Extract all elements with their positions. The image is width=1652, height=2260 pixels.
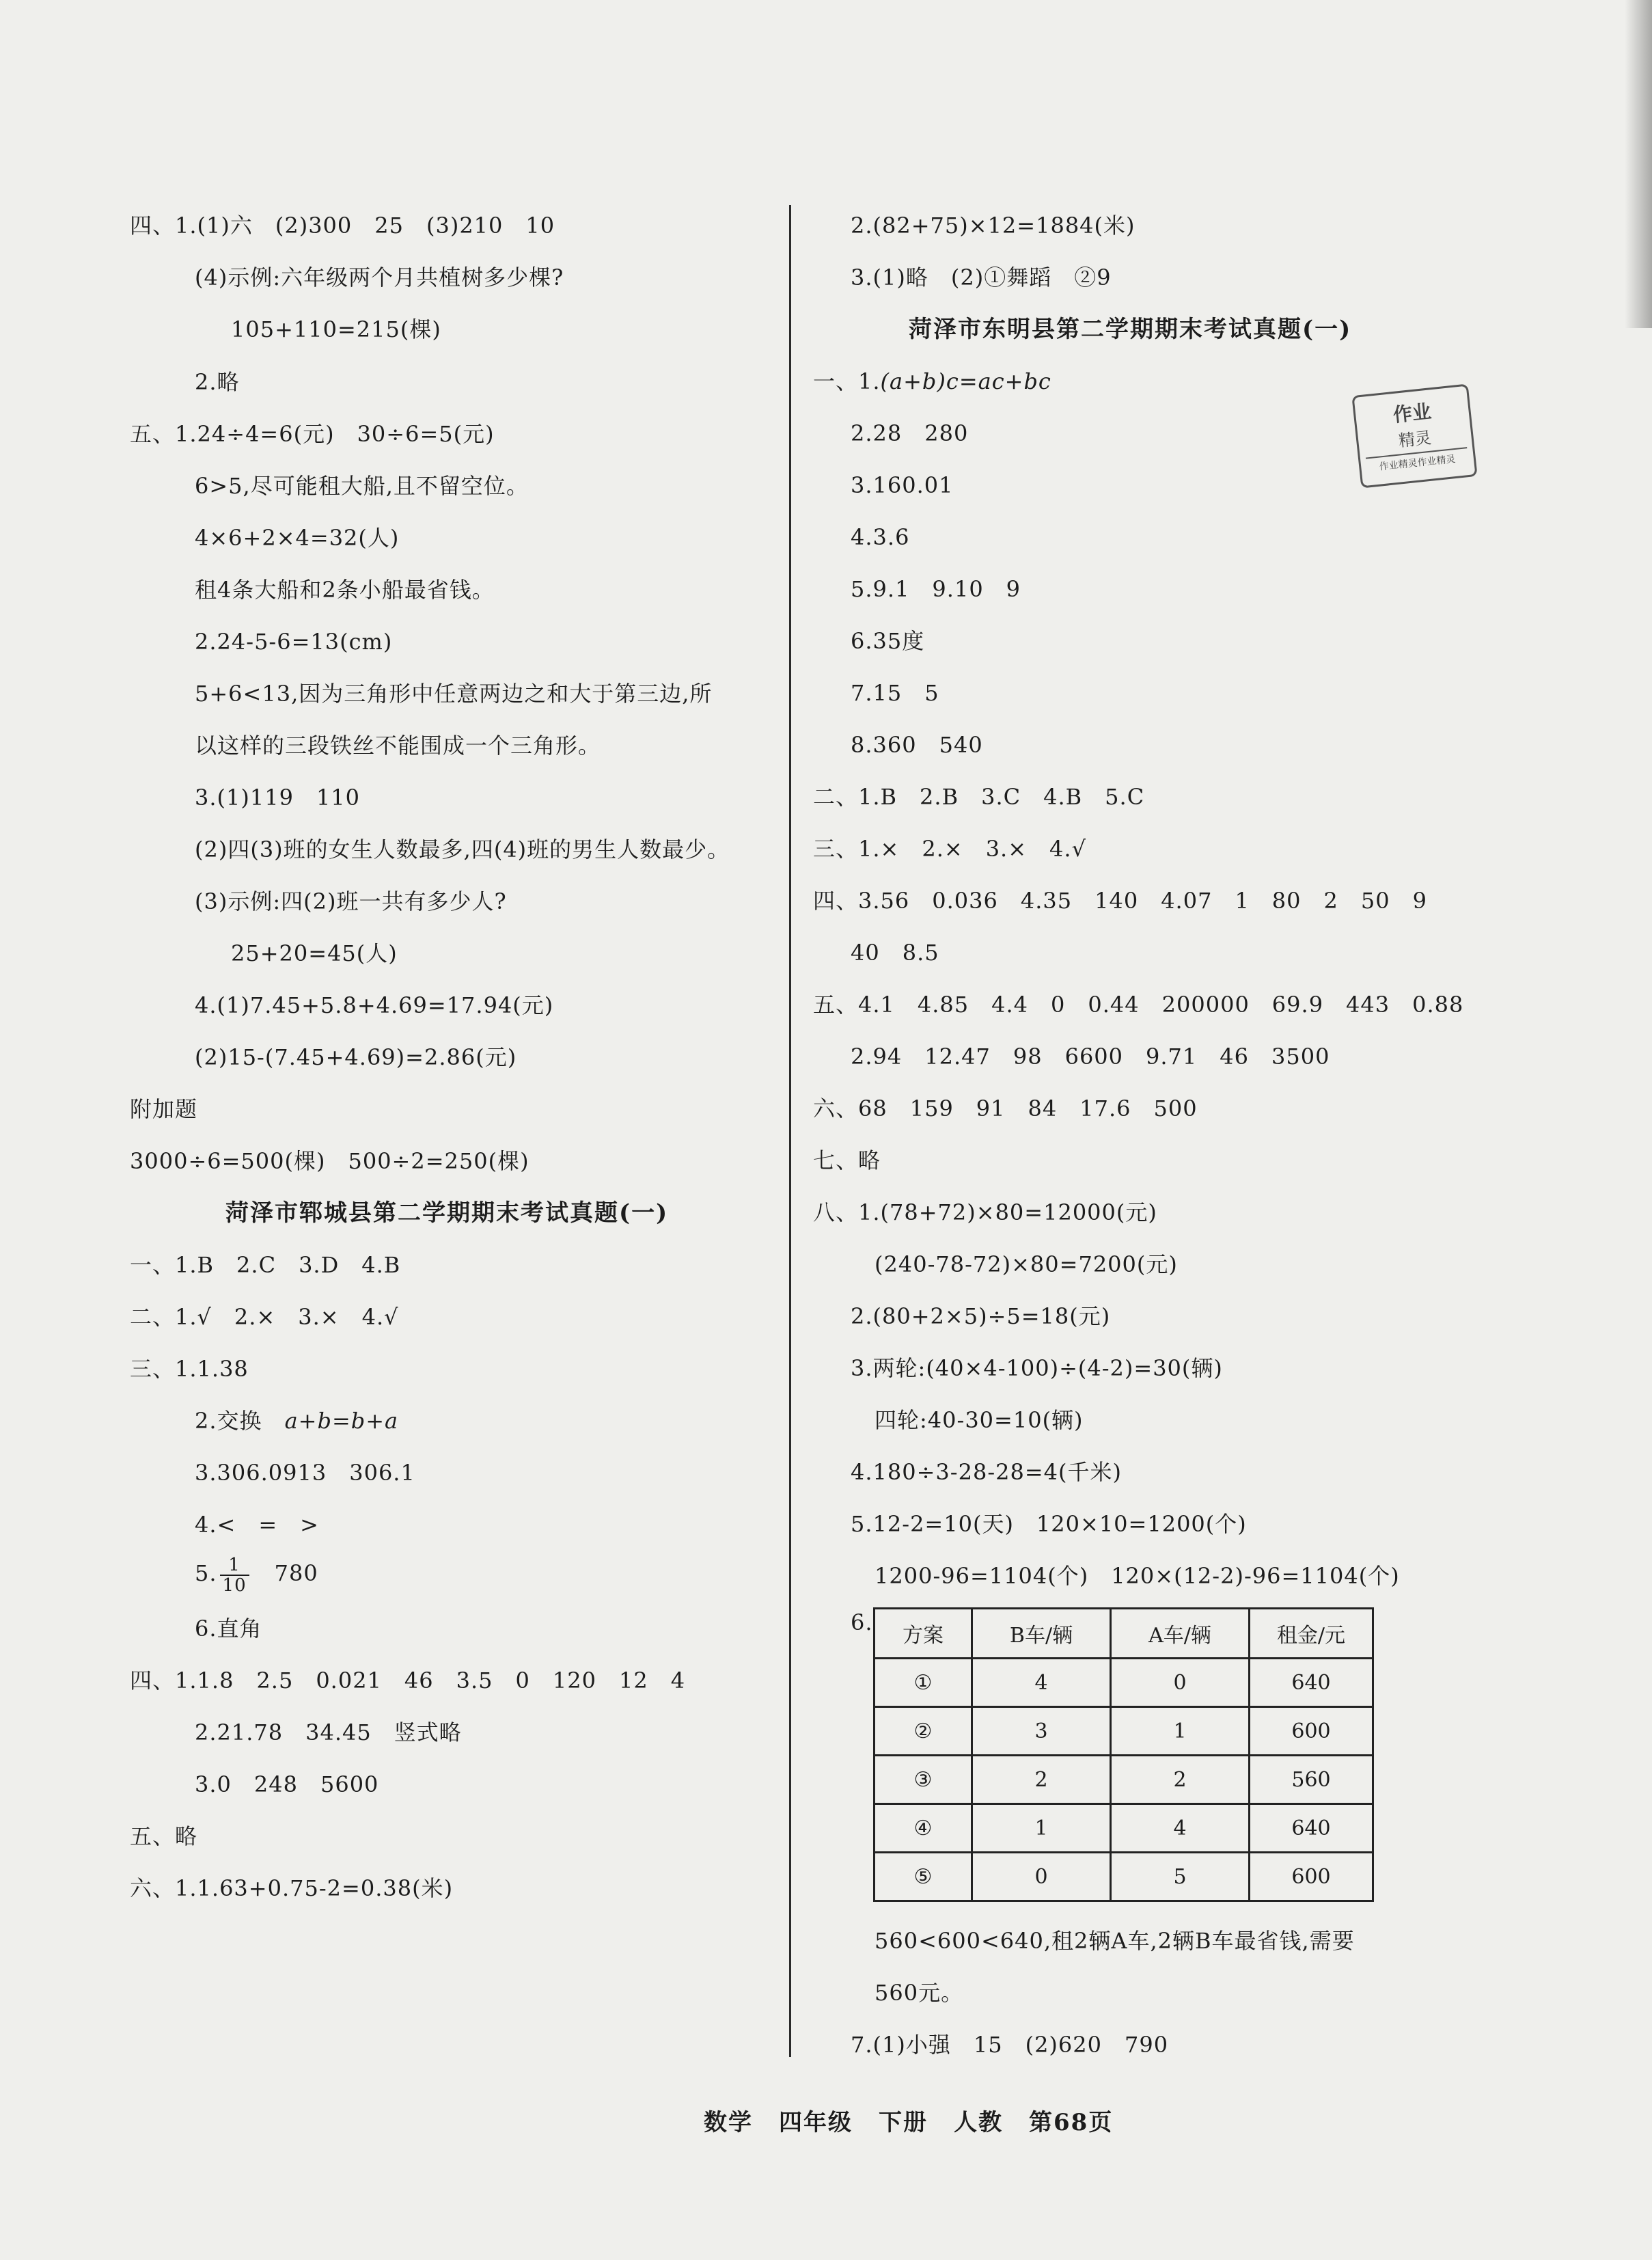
answer-line: 3.0 248 5600 xyxy=(195,1771,379,1797)
footer-page-number: 第68页 xyxy=(1029,2109,1114,2136)
answer-line: 2.(80+2×5)÷5=18(元) xyxy=(851,1303,1111,1329)
answer-line: 7.(1)小强 15 (2)620 790 xyxy=(851,2032,1169,2058)
answer-line: 二、1.B 2.B 3.C 4.B 5.C xyxy=(813,784,1145,810)
swap-formula: a+b=b+a xyxy=(284,1408,399,1434)
table-cell: 1 xyxy=(972,1804,1111,1853)
answer-line: 3.(1)119 110 xyxy=(195,785,361,811)
answer-line: 八、1.(78+72)×80=12000(元) xyxy=(813,1199,1157,1225)
answer-line: (4)示例:六年级两个月共植树多少棵? xyxy=(195,264,564,290)
table-cell: 3 xyxy=(972,1707,1111,1756)
fraction-prefix: 5. xyxy=(195,1560,217,1586)
answer-line: 六、1.1.63+0.75-2=0.38(米) xyxy=(130,1875,454,1901)
answer-line: 租4条大船和2条小船最省钱。 xyxy=(195,577,495,603)
section-heading-juancheng: 菏泽市郓城县第二学期期末考试真题(一) xyxy=(225,1199,669,1227)
answer-line: 五、1.24÷4=6(元) 30÷6=5(元) xyxy=(130,421,495,447)
answer-line: 七、略 xyxy=(813,1147,881,1173)
table-cell: 5 xyxy=(1111,1853,1250,1901)
column-divider xyxy=(789,205,791,2057)
table-cell: 4 xyxy=(1111,1804,1250,1853)
answer-line: 5.12-2=10(天) 120×10=1200(个) xyxy=(851,1511,1247,1537)
answer-line: 4.3.6 xyxy=(851,524,910,550)
table-cell: 560 xyxy=(1250,1756,1373,1804)
answer-line: 3.160.01 xyxy=(851,472,954,498)
stamp-text-1: 作业 xyxy=(1392,400,1433,427)
table-cell: ③ xyxy=(875,1756,972,1804)
table-header: 租金/元 xyxy=(1250,1609,1373,1659)
answer-line-distributive xyxy=(813,366,1051,396)
swap-prefix: 2.交换 xyxy=(195,1408,262,1434)
answer-line: 4×6+2×4=32(人) xyxy=(195,525,400,551)
table-cell: ② xyxy=(875,1707,972,1756)
answer-line: 一、1.B 2.C 3.D 4.B xyxy=(130,1252,401,1278)
footer-grade: 四年级 xyxy=(779,2109,853,2136)
answer-line-swap xyxy=(195,1406,398,1436)
answer-line: 3.306.0913 306.1 xyxy=(195,1460,415,1486)
table-row xyxy=(875,1853,1373,1901)
rental-plan-table xyxy=(873,1607,1374,1902)
table-cell: 4 xyxy=(972,1659,1111,1707)
answer-line: 40 8.5 xyxy=(851,940,939,966)
stamp-text-2: 精灵 xyxy=(1397,428,1433,451)
answer-line: 2.24-5-6=13(cm) xyxy=(195,629,393,655)
answer-line: 8.360 540 xyxy=(851,732,983,758)
footer-subject: 数学 xyxy=(704,2109,753,2136)
answer-line: 2.28 280 xyxy=(851,420,969,446)
footer-edition: 人教 xyxy=(954,2109,1003,2136)
table-cell: ⑤ xyxy=(875,1853,972,1901)
table-cell: 1 xyxy=(1111,1707,1250,1756)
table-row xyxy=(875,1804,1373,1853)
answer-line: 4.< = > xyxy=(195,1512,319,1538)
fraction-suffix: 780 xyxy=(274,1560,318,1586)
fraction xyxy=(220,1555,249,1595)
table-cell: 640 xyxy=(1250,1804,1373,1853)
table-cell: ① xyxy=(875,1659,972,1707)
answer-line: 四、3.56 0.036 4.35 140 4.07 1 80 2 50 9 xyxy=(813,888,1427,914)
fraction-denominator: 10 xyxy=(222,1575,247,1596)
answer-line: (2)15-(7.45+4.69)=2.86(元) xyxy=(195,1044,517,1070)
table-header: A车/辆 xyxy=(1111,1609,1250,1659)
answer-line: 2.21.78 34.45 竖式略 xyxy=(195,1719,462,1745)
answer-line-fraction xyxy=(195,1551,318,1595)
answer-line: 3000÷6=500(棵) 500÷2=250(棵) xyxy=(130,1148,529,1174)
table-cell: 2 xyxy=(972,1756,1111,1804)
answer-line: 6.35度 xyxy=(851,628,925,654)
answer-line: (3)示例:四(2)班一共有多少人? xyxy=(195,888,507,914)
page-footer xyxy=(704,2104,1139,2137)
answer-line: 三、1.1.38 xyxy=(130,1356,249,1382)
answer-line: (240-78-72)×80=7200(元) xyxy=(875,1251,1178,1277)
table-cell: 0 xyxy=(972,1853,1111,1901)
page-edge-shadow xyxy=(1625,0,1652,328)
fraction-numerator: 1 xyxy=(220,1555,249,1576)
table-cell: ④ xyxy=(875,1804,972,1853)
table-cell: 640 xyxy=(1250,1659,1373,1707)
distributive-formula: (a+b)c=ac+bc xyxy=(880,368,1051,394)
table-cell: 0 xyxy=(1111,1659,1250,1707)
answer-line: 6. xyxy=(851,1609,873,1635)
table-cell: 600 xyxy=(1250,1707,1373,1756)
answer-line: 三、1.× 2.× 3.× 4.√ xyxy=(813,836,1086,862)
answer-line: 二、1.√ 2.× 3.× 4.√ xyxy=(130,1304,399,1330)
table-row xyxy=(875,1756,1373,1804)
watermark-stamp xyxy=(1351,383,1477,488)
answer-line: 四轮:40-30=10(辆) xyxy=(875,1407,1084,1433)
answer-line: 五、4.1 4.85 4.4 0 0.44 200000 69.9 443 0.88 xyxy=(813,992,1464,1018)
answer-line: 2.94 12.47 98 6600 9.71 46 3500 xyxy=(851,1044,1330,1070)
answer-line: 六、68 159 91 84 17.6 500 xyxy=(813,1095,1198,1121)
table-row xyxy=(875,1707,1373,1756)
answer-line: 1200-96=1104(个) 120×(12-2)-96=1104(个) xyxy=(875,1563,1400,1589)
answer-line: 3.(1)略 (2)①舞蹈 ②9 xyxy=(851,264,1112,290)
answer-line: 6.直角 xyxy=(195,1616,262,1642)
section-heading-dongming: 菏泽市东明县第二学期期末考试真题(一) xyxy=(909,316,1352,343)
answer-line: 4.(1)7.45+5.8+4.69=17.94(元) xyxy=(195,992,554,1018)
answer-line: 560元。 xyxy=(875,1980,964,2006)
answer-line: 3.两轮:(40×4-100)÷(4-2)=30(辆) xyxy=(851,1355,1223,1381)
answer-line: 25+20=45(人) xyxy=(231,940,398,966)
table-header: 方案 xyxy=(875,1609,972,1659)
table-row xyxy=(875,1659,1373,1707)
table-cell: 600 xyxy=(1250,1853,1373,1901)
answer-line: 附加题 xyxy=(130,1096,198,1122)
table-header: B车/辆 xyxy=(972,1609,1111,1659)
answer-line: 5.9.1 9.10 9 xyxy=(851,576,1021,602)
answer-line: 5+6<13,因为三角形中任意两边之和大于第三边,所 xyxy=(195,681,713,707)
answer-line: 以这样的三段铁丝不能围成一个三角形。 xyxy=(195,733,601,759)
answer-line: 四、1.1.8 2.5 0.021 46 3.5 0 120 12 4 xyxy=(130,1667,686,1693)
answer-line: (2)四(3)班的女生人数最多,四(4)班的男生人数最少。 xyxy=(195,836,730,862)
answer-line: 四、1.(1)六 (2)300 25 (3)210 10 xyxy=(130,213,555,239)
answer-line: 560<600<640,租2辆A车,2辆B车最省钱,需要 xyxy=(875,1928,1355,1954)
answer-line: 2.略 xyxy=(195,369,240,395)
footer-volume: 下册 xyxy=(879,2109,928,2136)
answer-line: 2.(82+75)×12=1884(米) xyxy=(851,213,1135,239)
answer-line: 105+110=215(棵) xyxy=(231,316,441,342)
table-header-row xyxy=(875,1609,1373,1659)
answer-line: 4.180÷3-28-28=4(千米) xyxy=(851,1459,1122,1485)
answer-line: 五、略 xyxy=(130,1823,198,1849)
answer-line: 6>5,尽可能租大船,且不留空位。 xyxy=(195,473,529,499)
answer-line: 7.15 5 xyxy=(851,680,939,706)
formula-prefix: 一、1. xyxy=(813,368,881,394)
table-cell: 2 xyxy=(1111,1756,1250,1804)
stamp-text-3: 作业精灵作业精灵 xyxy=(1366,447,1469,474)
